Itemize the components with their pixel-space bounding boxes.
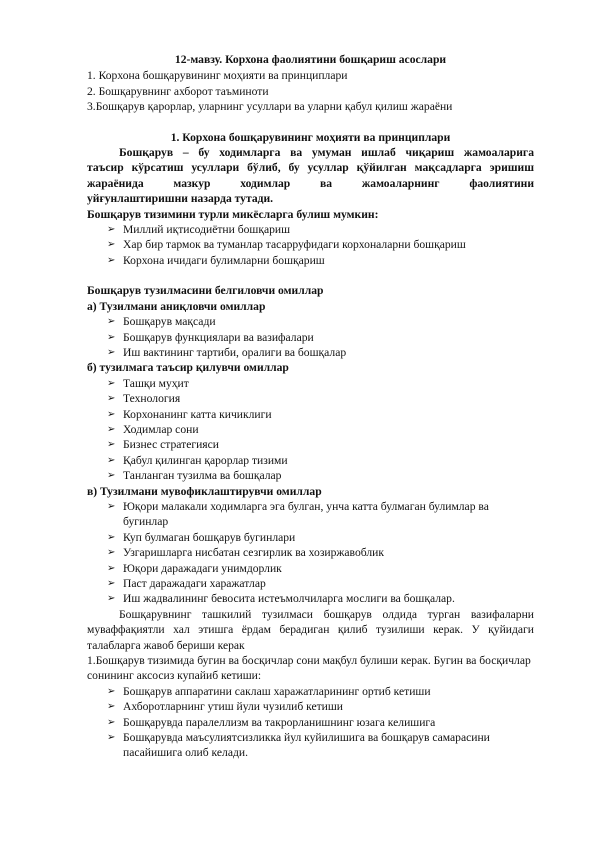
list-item: ➢ Миллий иқтисодиётни бошқариш <box>107 223 291 237</box>
list-item: ➢ Корхонанинг катта кичиклиги <box>107 407 272 421</box>
group-b-heading: б) тузилмага таъсир қилувчи омиллар <box>87 361 289 375</box>
arrow-bullet-icon: ➢ <box>107 393 116 405</box>
definition-paragraph <box>87 145 534 207</box>
arrow-bullet-icon: ➢ <box>107 439 116 451</box>
split-list <box>87 222 534 268</box>
definition-line: жараёнида мазкур ходимлар ва жамоаларнинг фаолиятини <box>87 176 534 190</box>
arrow-bullet-icon: ➢ <box>107 254 116 266</box>
arrow-bullet-icon: ➢ <box>107 578 116 589</box>
outline-item-2: 2. Бошқарувнинг ахборот таъминоти <box>87 84 269 98</box>
list-item: ➢ Паст даражадаги харажатлар <box>107 577 266 590</box>
list-item: ➢ Ташқи муҳит <box>107 376 189 390</box>
arrow-bullet-icon: ➢ <box>107 701 116 713</box>
list-item: ➢ Бошқарув аппаратини саклаш харажатларининг ортиб кетиши <box>107 684 431 698</box>
definition-line: таъсир кўрсатиш усуллари бўлиб, бу усуллар қўйилган мақсадларга эришиш <box>87 161 534 175</box>
list-item: ➢ Қабул қилинган қарорлар тизими <box>107 453 288 467</box>
list-item: ➢ Ходимлар сони <box>107 422 199 436</box>
arrow-bullet-icon: ➢ <box>107 239 116 251</box>
arrow-bullet-icon: ➢ <box>107 346 116 358</box>
factors-heading: Бошқарув тузилмасини белгиловчи омиллар <box>87 284 324 298</box>
arrow-bullet-icon: ➢ <box>107 331 116 343</box>
arrow-bullet-icon: ➢ <box>107 531 116 543</box>
list-item: ➢ Бошқарув мақсади <box>107 315 216 329</box>
split-heading: Бошқарув тизимини турли микёсларга булиш мумкин: <box>87 207 379 221</box>
list-item: ➢ Юқори малакали ходимларга эга булган, унча катта булмаган булимлар ва бугинлар <box>107 499 489 529</box>
document-title: 12-мавзу. Корхона фаолиятини бошқариш асослари <box>174 53 447 66</box>
group-b-list <box>87 376 534 484</box>
page-content <box>87 52 534 761</box>
list-item: ➢ Ахборотларнинг утиш йули чузилиб кетиши <box>107 700 344 714</box>
definition-line: уйғунлаштиришни назарда тутади. <box>87 192 274 206</box>
list-item: ➢ Бошқарувда паралеллизм ва такрорланишнинг юзага келишига <box>107 715 436 729</box>
arrow-bullet-icon: ➢ <box>107 562 116 574</box>
consequences-list <box>87 684 534 761</box>
outline-item-1: 1. Корхона бошқарувининг моҳияти ва принциплари <box>87 69 348 83</box>
definition-line: Бошқарув – бу ходимларга ва умуман ишлаб чиқариш жамоаларига <box>119 146 534 160</box>
arrow-bullet-icon: ➢ <box>107 316 116 328</box>
levels-paragraph: 1.Бошқарув тизимида бугин ва босқичлар сони мақбул булиши керак. Бугин ва босқичлар сонининг аксосиз купайиб кетиши: <box>87 654 531 683</box>
list-item: ➢ Бошқарувда маъсулиятсизликка йул куйилишига ва бошқарув самарасини пасайишига олиб келади. <box>107 731 490 760</box>
spacer <box>87 115 534 130</box>
arrow-bullet-icon: ➢ <box>107 732 116 744</box>
group-a-heading: а) Тузилмани аниқловчи омиллар <box>87 299 266 313</box>
group-a-list <box>87 314 534 360</box>
list-item: ➢ Технология <box>107 392 181 406</box>
arrow-bullet-icon: ➢ <box>107 454 116 466</box>
list-item: ➢ Иш вактининг тартиби, оралиги ва бошқалар <box>107 345 347 359</box>
list-item: ➢ Бизнес стратегияси <box>107 438 219 452</box>
list-item: ➢ Бошқарув функциялари ва вазифалари <box>107 330 314 344</box>
section-1-title: 1. Корхона бошқарувининг моҳияти ва принциплари <box>170 130 451 144</box>
list-item: ➢ Иш жадвалининг бевосита истеъмолчиларга мослиги ва бошқалар. <box>107 592 455 606</box>
list-item: ➢ Танланган тузилма ва бошқалар <box>107 469 282 483</box>
group-v-heading: в) Тузилмани мувофиклаштирувчи омиллар <box>87 484 322 498</box>
arrow-bullet-icon: ➢ <box>107 224 116 236</box>
list-item: ➢ Корхона ичидаги булимларни бошқариш <box>107 253 325 267</box>
list-item: ➢ Узгаришларга нисбатан сезгирлик ва хозиржавоблик <box>107 546 384 560</box>
requirements-paragraph: Бошқарувнинг ташкилий тузилмаси бошқарув олдида турган вазифаларни муваффақиятли хал этишга ёрдам берадиган қилиб тузилиши керак. У қуйидаги талабларга жавоб бериши керак <box>87 607 534 652</box>
list-item: ➢ Куп булмаган бошқарув бугинлари <box>107 530 296 544</box>
arrow-bullet-icon: ➢ <box>107 593 116 605</box>
arrow-bullet-icon: ➢ <box>107 685 116 697</box>
arrow-bullet-icon: ➢ <box>107 408 116 420</box>
spacer <box>87 268 534 283</box>
list-item: ➢ Хар бир тармок ва туманлар тасарруфидаги корхоналарни бошқариш <box>107 238 466 252</box>
arrow-bullet-icon: ➢ <box>107 470 116 482</box>
outline-item-3: 3.Бошқарув қарорлар, уларнинг усуллари ва уларни қабул қилиш жараёни <box>87 100 453 114</box>
arrow-bullet-icon: ➢ <box>107 500 116 512</box>
list-item: ➢ Юқори даражадаги унимдорлик <box>107 561 282 575</box>
arrow-bullet-icon: ➢ <box>107 716 116 728</box>
arrow-bullet-icon: ➢ <box>107 423 116 435</box>
arrow-bullet-icon: ➢ <box>107 377 116 389</box>
group-v-list <box>87 499 534 607</box>
arrow-bullet-icon: ➢ <box>107 547 116 559</box>
